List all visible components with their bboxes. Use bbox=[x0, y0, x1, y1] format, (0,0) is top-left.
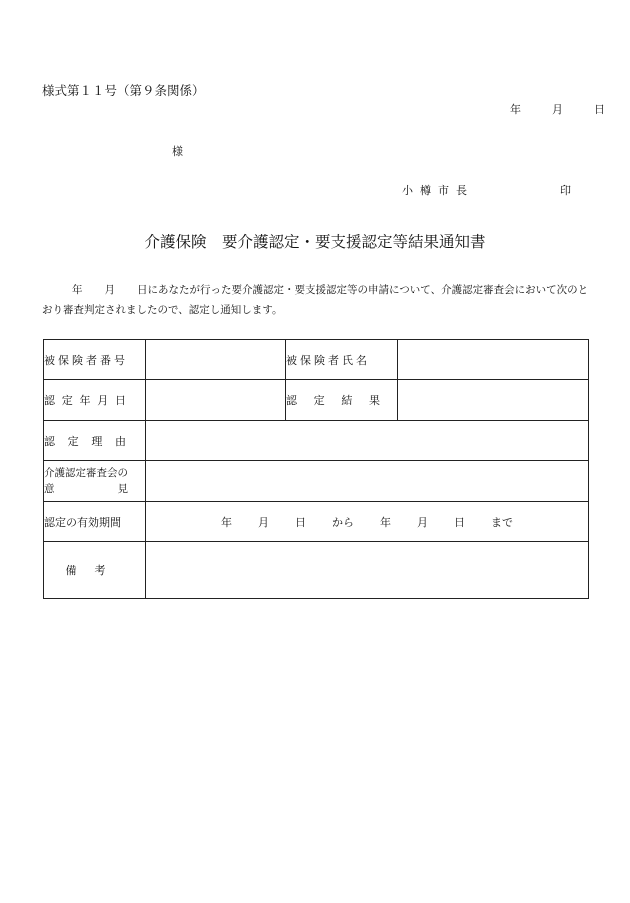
table-row bbox=[44, 542, 589, 599]
certification-table bbox=[43, 339, 589, 599]
table-row bbox=[44, 380, 589, 421]
cert-reason-label: 認 定 理 由 bbox=[44, 421, 146, 461]
cert-date-label: 認 定 年 月 日 bbox=[44, 380, 146, 421]
body-month: 月 bbox=[104, 284, 115, 296]
remarks-label: 備考 bbox=[44, 542, 146, 599]
review-board-opinion-field[interactable] bbox=[146, 461, 589, 502]
body-text: 日にあなたが行った要介護認定・要支援認定等の申請について、介護認定審査会において次のとおり審査判定されましたので、認定し通知します。 bbox=[42, 284, 589, 316]
form-number: 様式第１１号（第９条関係） bbox=[42, 83, 205, 98]
insured-number-field[interactable] bbox=[146, 340, 286, 380]
validity-period-field[interactable]: 年 月 日 から 年 月 日 まで bbox=[146, 502, 589, 542]
issue-date-line bbox=[510, 101, 605, 117]
sender bbox=[402, 182, 571, 198]
cert-result-label: 認 定 結 果 bbox=[286, 380, 398, 421]
cert-date-field[interactable] bbox=[146, 380, 286, 421]
seal-mark: 印 bbox=[560, 184, 571, 197]
cert-reason-field[interactable] bbox=[146, 421, 589, 461]
insured-name-field[interactable] bbox=[398, 340, 589, 380]
remarks-field[interactable] bbox=[146, 542, 589, 599]
validity-period-label: 認定の有効期間 bbox=[44, 502, 146, 542]
table-row bbox=[44, 421, 589, 461]
sender-title: 小樽市長 bbox=[402, 184, 474, 197]
review-board-opinion-label: 介護認定審査会の 意 見 bbox=[44, 461, 146, 502]
date-day: 日 bbox=[594, 103, 605, 116]
table-row bbox=[44, 340, 589, 380]
date-month: 月 bbox=[552, 103, 563, 116]
table-row bbox=[44, 502, 589, 542]
notice-body bbox=[42, 280, 590, 320]
document-title: 介護保険 要介護認定・要支援認定等結果通知書 bbox=[144, 233, 486, 251]
cert-result-field[interactable] bbox=[398, 380, 589, 421]
body-year: 年 bbox=[72, 284, 83, 296]
insured-name-label: 被保険者氏名 bbox=[286, 340, 398, 380]
addressee-honorific: 様 bbox=[172, 145, 183, 158]
insured-number-label: 被保険者番号 bbox=[44, 340, 146, 380]
date-year: 年 bbox=[510, 103, 521, 116]
table-row bbox=[44, 461, 589, 502]
